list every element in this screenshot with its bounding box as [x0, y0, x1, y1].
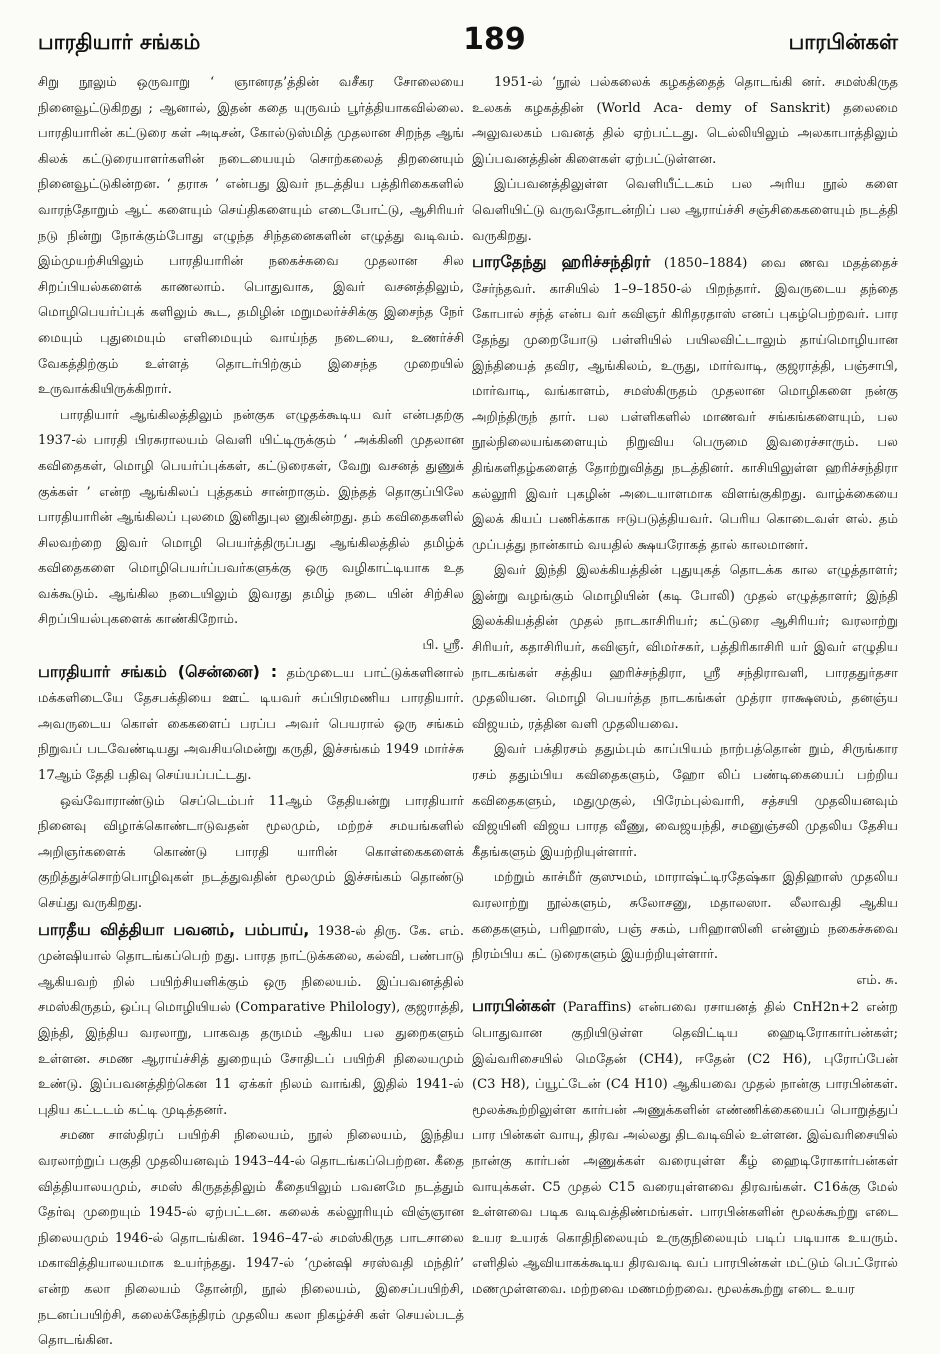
entry-text: க்கு மேல் உள்ளவை படிக வடிவத்திண்மங்கள். பாரபின்களின் மூலக்கூற்று எடை உயர உயரக் கொதிநிலையும் உருகுநிலையும் படிப் படியாக உயரும். எளிதில் ஆவியாகக்கூடிய திரவவடி வப் பாரபின்கள் மட்டும் பெட்ரோல் மணமுள்ளவை. மற்றவை மணமற்றவை. மூலக்கூற்று எடை உயர [472, 1179, 898, 1297]
chemical-formula: CnH2n+2 [792, 1000, 859, 1016]
entry [38, 917, 464, 1124]
entry-headword: பாரபின்கள் [472, 996, 556, 1016]
entry-text: என்பவை ரசாயனத் தில் [638, 1000, 786, 1016]
paragraph: 1951-ல் ‘நூல் பல்கலைக் கழகத்தைத் தொடங்கி னர். சமஸ்கிருத உலகக் கழகத்தின் (World Aca- demy of Sanskrit) தலைமை அலுவலகம் பவனத் தில் ஏற்பட்டது. டெல்லியிலும் அலகாபாத்திலும் இப்பவனத்தின் கிளைகள் ஏற்பட்டுள்ளன. [472, 75, 898, 167]
two-column-body [38, 70, 898, 1354]
entry [472, 993, 898, 1302]
right-column [472, 70, 898, 1354]
entry-text: 1938-ல் திரு. கே. எம். முன்ஷியால் தொடங்கப்பெற் றது. பாரத நாட்டுக்கலை, கல்வி, பண்பாடு ஆகியவற் றில் பயிற்சியளிக்கும் ஒரு நிலையம். இப்பவனத்தில் சமஸ்கிருதம், ஒப்பு மொழியியல் (Comparative Philology), குஜராத்தி, இந்தி, இந்திய வரலாறு, பாகவத தருமம் ஆகிய பல துறைகளும் உள்ளன. சமண ஆராய்ச்சித் துறையும் சோதிடப் பயிற்சி நிலையமும் உண்டு. இப்பவனத்திற்கென 11 ஏக்கர் நிலம் வாங்கி, இதில் 1941-ல் புதிய கட்டடம் கட்டி முடித்தனர். [38, 923, 464, 1118]
chemical-formula: C15 [608, 1179, 636, 1195]
running-head-left: பாரதியார் சங்கம் [38, 30, 201, 54]
entry-headword: பாரதீய வித்தியா பவனம், பம்பாய், [38, 919, 310, 939]
paragraph [472, 865, 898, 993]
entry-headword: பாரதியார் சங்கம் (சென்னை) : [38, 661, 278, 681]
paragraph: ஒவ்வோராண்டும் செப்டெம்பர் 11ஆம் தேதியன்று பாரதியார் நினைவு விழாக்கொண்டாடுவதன் மூலமும், மற்றச் சமயங்களில் அறிஞர்களைக் கொண்டு பாரதி யாரின் கொள்கைகளைக் குறித்துச்சொற்பொழிவுகள் நடத்துவதின் மூலமும் இச்சங்கம் தொண்டு செய்து வருகிறது. [38, 793, 464, 911]
entry-text: வரையுள்ளவை திரவங்கள். [642, 1179, 807, 1195]
chemical-formula: (C4 H10) [605, 1077, 668, 1093]
entry-headword: பாரதேந்து ஹரிச்சந்திரர் [472, 252, 651, 272]
chemical-formula: (C3 H8) [472, 1077, 526, 1093]
chemical-formula: (C2 H6) [747, 1051, 808, 1067]
paragraph-text: பாரதியார் ஆங்கிலத்திலும் நன்குக எழுதக்கூடிய வர் என்பதற்கு 1937-ல் பாரதி பிரசுராலயம் வெளி யிட்டிருக்கும் ‘ அக்கினி முதலான கவிதைகள், மொழி பெயர்ப்புக்கள், கட்டுரைகள், வேறு வசனத் துணுக் குக்கள் ’ என்ற ஆங்கிலப் புத்தகம் சான்றாகும். இந்தத் தொகுப்பிலே பாரதியாரின் ஆங்கிலப் புலமை இனிதுபுல னுகின்றது. தம் கவிதைகளில் சிலவற்றை இவர் மொழி பெயர்த்திருப்பது ஆங்கிலத்தில் தமிழ்க் கவிதைகளை மொழிபெயர்ப்பவர்களுக்கு ஒரு வழிகாட்டியாக உத வக்கூடும். ஆங்கில நடையிலும் இவரது தமிழ் நடை யின் சிற்சில சிறப்பியல்புகளைக் காண்கிறோம். [38, 407, 464, 628]
entry-text: என்ற பொதுவான குறியிடுள்ள தெவிட்டிய ஹைடிரோகார்பன்கள்; இவ்வரிசையில் மெதேன் [472, 1000, 898, 1067]
entry-text: வை ணவ மதத்தைச் சேர்ந்தவர். காசியில் 1–9–1850-ல் பிறந்தார். இவருடைய தந்தை கோபால் சந்த் என்ப வர் கவிஞர் கிரிதரதாஸ் எனப் புகழ்பெற்றவர். பார தேந்து முறையோடு பள்ளியில் பயிலவிட்டாலும் தாய்மொழியான இந்தியைத் தவிர, ஆங்கிலம், உருது, மார்வாடி, குஜராத்தி, பஞ்சாபி, மார்வாடி, வங்காளம், சமஸ்கிருதம் முதலான மொழிகளை நன்கு அறிந்திருந் தார். பல பள்ளிகளில் மாணவர் சங்கங்களையும், பல நூல்நிலையங்களையும் நிறுவிய பெருமை இவரைச்சாரும். பல திங்களிதழ்களைத் தோற்றுவித்து நடத்தினர். காசியிலுள்ள ஹரிச்சந்திரா கல்லூரி இவர் புகழின் அடையாளமாக விளங்குகிறது. வாழ்க்கையை இலக் கியப் பணிக்காக ஈடுபடுத்தியவர். பெரிய கொடைவள் ளல். தம் முப்பத்து நான்காம் வயதில் க்ஷயரோகத் தால் காலமானர். [472, 256, 898, 553]
entry [38, 659, 464, 789]
entry-text: , புரோப்பேன் [807, 1051, 898, 1067]
page-header [38, 22, 898, 66]
chemical-formula: C5 [542, 1179, 561, 1195]
paragraph [38, 403, 464, 659]
entry-text: தம்முடைய பாட்டுக்களினால் மக்களிடையே தேசபக்தியை ஊட் டியவர் சுப்பிரமணிய பாரதியார். அவருடைய கொள் கைகளைப் பரப்ப அவர் பெயரால் ஒரு சங்கம் நிறுவப் படவேண்டியது அவசியமென்று கருதி, இச்சங்கம் 1949 மார்ச்சு 17ஆம் தேதி பதிவு செய்யப்பட்டது. [38, 665, 464, 784]
paragraph-text: மற்றும் காச்மீர் குஸுமம், மாராஷ்ட்டிரதேஷ்கா இதிஹாஸ் முதலிய வரலாற்று நூல்களும், சுலோசனு, மதாலஸா. லீலாவதி ஆகிய கதைகளும், பரிஹாஸ், பஞ் சகம், பரிஹாஸினி என்னும் நகைச்சுவை நிரம்பிய கட் டுரைகளும் இயற்றியுள்ளார். [472, 870, 898, 963]
author-initials: பி. ஸ்ரீ. [422, 638, 464, 654]
entry-text: , ஈதேன் [678, 1051, 735, 1067]
paragraph: இவர் பக்திரசம் ததும்பும் காப்பியம் நாற்பத்தொன் றும், சிருங்கார ரசம் ததும்பிய கவிதைகளும், ஹோ லிப் பண்டிகையைப் பற்றிய கவிதைகளும், மதுமுகுல், பிரேம்புல்வாரி, சத்சயி முதலியனவும் விஜயினி விஜய பாரத வீணு, வைஜயந்தி, சமனுஞ்சலி முதலிய தேசிய கீதங்களும் இயற்றியுள்ளார். [472, 742, 898, 860]
running-head-right: பாரபின்கள் [788, 30, 898, 54]
entry [472, 249, 898, 558]
paragraph: இவர் இந்தி இலக்கியத்தின் புதுயுகத் தொடக்க கால எழுத்தாளர்; இன்று வழங்கும் மொழியின் (கடி போலி) முதல் எழுத்தாளர்; இந்தி இலக்கியத்தின் முதல் நாடகாசிரியர்; கட்டுரை ஆசிரியர்; வரலாற்று சிரியர், கதாசிரியர், கவிஞர், விமர்சகர், பத்திரிகாசிரி யர் இவர் எழுதிய நாடகங்கள் சத்திய ஹரிச்சந்திரா, ஸ்ரீ சந்திராவளி, பாரததுர்தசா முதலியன. மொழி பெயர்த்த நாடகங்கள் முத்ரா ராக்ஷஸம், தனஞ்ய விஜயம், ரத்தின வளி முதலியவை. [472, 563, 898, 732]
author-initials: எம். சு. [856, 972, 898, 988]
entry-years: (1850–1884) [663, 256, 748, 272]
entry-text: முதல் [567, 1179, 602, 1195]
paragraph: சிறு நூலும் ஒருவாறு ‘ ஞானரத’த்தின் வசீகர சோலையை நினைவூட்டுகிறது ; ஆனால், இதன் கதை யுருவம் பூர்த்தியாகவில்லை. பாரதியாரின் கட்டுரை கள் அடிசன், கோல்டுஸ்மித் முதலான சிறந்த ஆங் கிலக் கட்டுரையாளர்களின் நடையையும் சொற்கலைத் திறனையும் நினைவூட்டுகின்றன. ‘ தராசு ’ என்பது இவர் நடத்திய பத்திரிகைகளில் வாரந்தோறும் ஆட் களையும் செய்திகளையும் எடைபோட்டு, ஆசிரியர் நடு நின்று நோக்கும்போது எழுந்த சிந்தனைகளின் எழுத்து வடிவம். இம்முயற்சியிலும் பாரதியாரின் நகைச்சுவை முதலான சில சிறப்பியல்களைக் காணலாம். பொதுவாக, இவர் வசனத்திலும், மொழிபெயர்ப்புக் களிலும் கூட, தமிழின் மறுமலர்ச்சிக்கு இசைந்த நேர் மையும் புதுமையும் எளிமையும் வாய்ந்த நடையை, உணர்ச்சி வேகத்திற்கும் உள்ளத் தொடர்பிற்கும் இசைந்த முறையில் உருவாக்கியிருக்கிறார். [38, 75, 464, 398]
paragraph: இப்பவனத்திலுள்ள வெளியீட்டகம் பல அரிய நூல் களை வெளியிட்டு வருவதோடன்றிப் பல ஆராய்ச்சி சஞ்சிகைகளையும் நடத்தி வருகிறது. [472, 177, 898, 244]
entry-text: ஆகியவை முதல் நான்கு பாரபின்கள். மூலக்கூற்றிலுள்ள கார்பன் அணுக்களின் எண்ணிக்கையைப் பொறுத்துப் பார பின்கள் வாயு, திரவ அல்லது திடவடிவில் உள்ளன. இவ்வரிசையில் நான்கு கார்பன் அணுக்கள் வரையுள்ள கீழ் ஹைடிரோகார்பன்கள் வாயுக்கள். [472, 1077, 898, 1195]
chemical-formula: (CH4) [638, 1051, 679, 1067]
page-number: 189 [463, 22, 526, 57]
left-column [38, 70, 464, 1354]
entry-text: , ப்யூட்டேன் [525, 1077, 601, 1093]
chemical-formula: C16 [813, 1179, 841, 1195]
paragraph: சமண சாஸ்திரப் பயிற்சி நிலையம், நூல் நிலையம், இந்திய வரலாற்றுப் பகுதி முதலியனவும் 1943–44-ல் தொடங்கப்பெற்றன. கீதை வித்தியாலயமும், சமஸ் கிருதத்திலும் கீதையிலும் பவனமே நடத்தும் தேர்வு முறையும் 1945-ல் ஏற்பட்டன. கலைக் கல்லூரியும் விஞ்ஞான நிலையமும் 1946-ல் தொடங்கின. 1946–47-ல் சமஸ்கிருத பாடசாலை மகாவித்தியாலயமாக உயர்ந்தது. 1947-ல் ‘முன்ஷி சரஸ்வதி மந்திர்’ என்ற கலா நிலையம் தோன்றி, நூல் நிலையம், இசைப்பயிற்சி, நடனப்பயிற்சி, கலைக்கேந்திரம் முதலிய கலா நிகழ்ச்சி கள் செயல்படத் தொடங்கின. [38, 1128, 464, 1349]
entry-latin: (Paraffins) [562, 1000, 632, 1016]
